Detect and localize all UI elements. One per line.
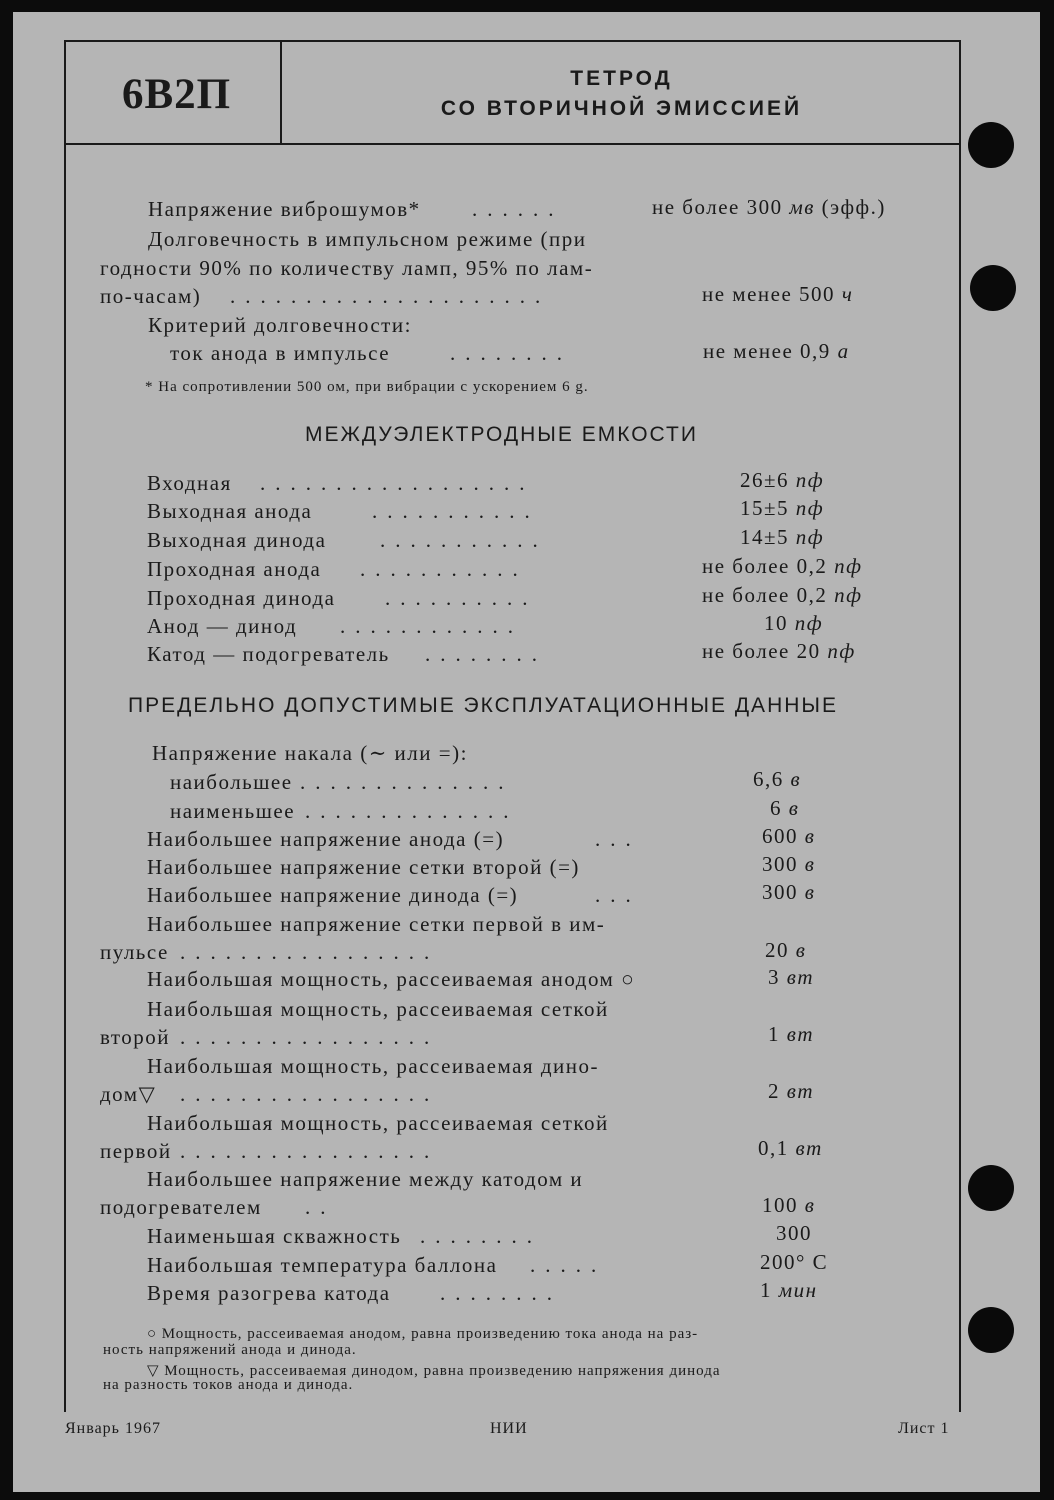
- tube-code: 6В2П: [122, 71, 232, 118]
- durability-value: не менее 500 ч: [702, 282, 854, 306]
- limit-value: 1 мин: [760, 1278, 818, 1302]
- issue-date: Январь 1967: [65, 1420, 161, 1437]
- limit-value: 300 в: [762, 880, 816, 904]
- limit-label: первой: [100, 1139, 172, 1163]
- leader-dots: ...........: [372, 499, 540, 523]
- limit-label: второй: [100, 1025, 171, 1049]
- limit-value: 0,1 вт: [758, 1136, 823, 1160]
- limit-value: 3 вт: [768, 965, 815, 989]
- limit-value: 20 в: [765, 938, 807, 962]
- limit-label: Время разогрева катода: [147, 1281, 391, 1305]
- limit-label: подогревателем: [100, 1195, 262, 1219]
- tube-type-title: ТЕТРОД: [570, 67, 673, 90]
- limit-label: Наибольшая температура баллона: [147, 1253, 498, 1277]
- limit-label: наибольшее: [170, 770, 293, 794]
- cap-label: Проходная динода: [147, 586, 336, 610]
- vibro-label: Напряжение виброшумов*: [148, 197, 421, 221]
- cap-value: не более 0,2 пф: [702, 583, 863, 607]
- limit-label-line-1: Наибольшая мощность, рассеиваемая сеткой: [147, 1111, 609, 1135]
- limit-value: 300: [776, 1221, 812, 1245]
- binder-hole: [968, 1307, 1014, 1353]
- leader-dots: ...........: [360, 557, 528, 581]
- limit-value: 6 в: [770, 796, 800, 820]
- title-block: [64, 40, 961, 145]
- vibro-footnote: * На сопротивлении 500 ом, при вибрации с ускорением 6 g.: [145, 379, 589, 395]
- leader-dots: ...........: [380, 528, 548, 552]
- cap-label: Выходная динода: [147, 528, 327, 552]
- cap-value: 15±5 пф: [740, 496, 825, 520]
- limit-value: 200° C: [760, 1250, 829, 1274]
- leader-dots: ..................: [260, 471, 535, 495]
- criterion-value: не менее 0,9 а: [703, 339, 850, 363]
- cap-value: 10 пф: [764, 611, 824, 635]
- durability-line-1: Долговечность в импульсном режиме (при: [148, 227, 587, 251]
- limit-label-line-1: Наибольшее напряжение между катодом и: [147, 1167, 584, 1191]
- cap-label: Выходная анода: [147, 499, 313, 523]
- limit-value: 300 в: [762, 852, 816, 876]
- limit-label: Наибольшая мощность, рассеиваемая анодом ○: [147, 967, 636, 991]
- limit-value: 2 вт: [768, 1079, 815, 1103]
- tube-type-subtitle: СО ВТОРИЧНОЙ ЭМИССИЕЙ: [440, 97, 803, 120]
- leader-dots: .....: [530, 1253, 607, 1277]
- anode-power-note-line-2: ность напряжений анода и динода.: [103, 1342, 357, 1358]
- leader-dots: ............: [340, 614, 523, 638]
- limit-value: 1 вт: [768, 1022, 815, 1046]
- limit-label: наименьшее: [170, 799, 296, 823]
- limit-label: Наибольшее напряжение анода (=): [147, 827, 505, 851]
- capacitances-heading: МЕЖДУЭЛЕКТРОДНЫЕ ЕМКОСТИ: [305, 423, 698, 446]
- dynode-power-note-line-2: на разность токов анода и динода.: [103, 1377, 354, 1393]
- cap-label: Проходная анода: [147, 557, 322, 581]
- cap-value: 14±5 пф: [740, 525, 825, 549]
- cap-label: Катод — подогреватель: [147, 642, 390, 666]
- cap-value: не более 20 пф: [702, 639, 856, 663]
- leader-dots: ..: [305, 1195, 336, 1219]
- vibro-value: не более 300 мв (эфф.): [652, 195, 886, 219]
- limit-value: 6,6 в: [753, 767, 802, 791]
- limit-label-line-1: Наибольшее напряжение сетки первой в им-: [147, 912, 606, 936]
- durability-line-2: годности 90% по количеству ламп, 95% по лам-: [100, 256, 594, 280]
- leader-dots: ........: [450, 341, 572, 365]
- binder-hole: [968, 122, 1014, 168]
- cap-value: 26±6 пф: [740, 468, 825, 492]
- binder-hole: [968, 1165, 1014, 1211]
- leader-dots: ..............: [300, 770, 514, 794]
- leader-dots: ........: [420, 1224, 542, 1248]
- criterion-line-2: ток анода в импульсе: [170, 341, 391, 365]
- limit-label: Наибольшее напряжение динода (=): [147, 883, 519, 907]
- durability-line-3: по-часам): [100, 284, 202, 308]
- limit-label: пульсе: [100, 940, 169, 964]
- limit-value: 100 в: [762, 1193, 816, 1217]
- leader-dots: ...: [595, 827, 641, 851]
- leader-dots: .....................: [230, 284, 551, 308]
- criterion-line-1: Критерий долговечности:: [148, 313, 412, 337]
- leader-dots: ........: [440, 1281, 562, 1305]
- limit-label: Наибольшее напряжение сетки второй (=): [147, 855, 580, 879]
- leader-dots: ..............: [305, 799, 519, 823]
- limit-label: дом▽: [100, 1082, 157, 1106]
- leader-dots: ......: [472, 197, 564, 221]
- leader-dots: .................: [180, 1139, 440, 1163]
- title-divider: [280, 40, 282, 145]
- organization: НИИ: [490, 1420, 528, 1437]
- limits-heading: ПРЕДЕЛЬНО ДОПУСТИМЫЕ ЭКСПЛУАТАЦИОННЫЕ ДАННЫЕ: [128, 694, 838, 717]
- cap-value: не более 0,2 пф: [702, 554, 863, 578]
- leader-dots: .................: [180, 940, 440, 964]
- binder-hole: [970, 265, 1016, 311]
- dynode-power-note-line-1: ▽ Мощность, рассеиваемая динодом, равна произведению напряжения динода: [147, 1363, 721, 1379]
- cap-label: Входная: [147, 471, 232, 495]
- leader-dots: ...: [595, 883, 641, 907]
- leader-dots: ........: [425, 642, 547, 666]
- anode-power-note-line-1: ○ Мощность, рассеиваемая анодом, равна произведению тока анода на раз-: [147, 1326, 699, 1342]
- limit-value: 600 в: [762, 824, 816, 848]
- leader-dots: .................: [180, 1082, 440, 1106]
- limit-label: Наименьшая скважность: [147, 1224, 402, 1248]
- limit-label-line-1: Наибольшая мощность, рассеиваемая сеткой: [147, 997, 609, 1021]
- cap-label: Анод — динод: [147, 614, 298, 638]
- heater-label: Напряжение накала (∼ или =):: [152, 741, 468, 765]
- leader-dots: .................: [180, 1025, 440, 1049]
- leader-dots: ..........: [385, 586, 538, 610]
- limit-label-line-1: Наибольшая мощность, рассеиваемая дино-: [147, 1054, 599, 1078]
- sheet-number: Лист 1: [898, 1420, 950, 1437]
